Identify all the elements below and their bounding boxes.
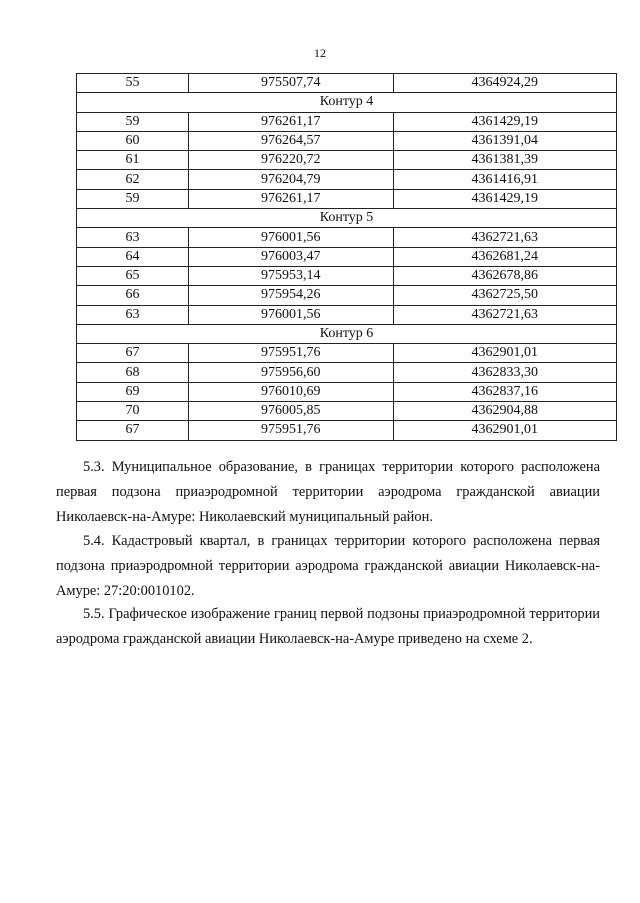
y-coordinate-cell: 4362904,88 xyxy=(393,402,616,421)
table-row xyxy=(77,402,617,421)
paragraph-5-5: 5.5. Графическое изображение границ первой подзоны приаэродромной территории аэродрома гражданской авиации Николаевск-на-Амуре приведено на схеме 2. xyxy=(56,606,600,647)
paragraph-5-3: 5.3. Муниципальное образование, в границах территории которого расположена первая подзона приаэродромной территории аэродрома гражданской авиации Николаевск-на-Амуре: Николаевский муниципальный район. xyxy=(56,459,600,525)
x-coordinate-cell: 976001,56 xyxy=(189,228,394,247)
point-number-cell: 59 xyxy=(77,189,189,208)
contour-header-row xyxy=(77,324,617,343)
x-coordinate-cell: 976261,17 xyxy=(189,112,394,131)
coordinates-table-body xyxy=(77,74,617,441)
x-coordinate-cell: 976003,47 xyxy=(189,247,394,266)
y-coordinate-cell: 4364924,29 xyxy=(393,74,616,93)
table-row xyxy=(77,286,617,305)
point-number-cell: 70 xyxy=(77,402,189,421)
x-coordinate-cell: 976005,85 xyxy=(189,402,394,421)
x-coordinate-cell: 975507,74 xyxy=(189,74,394,93)
point-number-cell: 59 xyxy=(77,112,189,131)
y-coordinate-cell: 4361429,19 xyxy=(393,189,616,208)
point-number-cell: 63 xyxy=(77,228,189,247)
y-coordinate-cell: 4361381,39 xyxy=(393,151,616,170)
table-row xyxy=(77,363,617,382)
table-row xyxy=(77,305,617,324)
x-coordinate-cell: 976264,57 xyxy=(189,131,394,150)
point-number-cell: 61 xyxy=(77,151,189,170)
contour-header-row xyxy=(77,93,617,112)
x-coordinate-cell: 976001,56 xyxy=(189,305,394,324)
table-row xyxy=(77,170,617,189)
table-row xyxy=(77,74,617,93)
paragraph-5-4: 5.4. Кадастровый квартал, в границах территории которого расположена первая подзона приаэродромной территории аэродрома гражданской авиации Николаевск-на-Амуре: 27:20:0010102. xyxy=(56,533,600,599)
point-number-cell: 62 xyxy=(77,170,189,189)
table-row xyxy=(77,228,617,247)
x-coordinate-cell: 976204,79 xyxy=(189,170,394,189)
point-number-cell: 55 xyxy=(77,74,189,93)
x-coordinate-cell: 976220,72 xyxy=(189,151,394,170)
y-coordinate-cell: 4362725,50 xyxy=(393,286,616,305)
contour-label: Контур 6 xyxy=(77,324,617,343)
y-coordinate-cell: 4362901,01 xyxy=(393,344,616,363)
point-number-cell: 65 xyxy=(77,266,189,285)
point-number-cell: 68 xyxy=(77,363,189,382)
contour-label: Контур 4 xyxy=(77,93,617,112)
contour-label: Контур 5 xyxy=(77,209,617,228)
table-row xyxy=(77,382,617,401)
table-row xyxy=(77,421,617,440)
x-coordinate-cell: 975951,76 xyxy=(189,344,394,363)
point-number-cell: 69 xyxy=(77,382,189,401)
point-number-cell: 63 xyxy=(77,305,189,324)
table-row xyxy=(77,344,617,363)
y-coordinate-cell: 4362833,30 xyxy=(393,363,616,382)
y-coordinate-cell: 4361429,19 xyxy=(393,112,616,131)
y-coordinate-cell: 4362721,63 xyxy=(393,305,616,324)
table-row xyxy=(77,151,617,170)
contour-header-row xyxy=(77,209,617,228)
page-number: 12 xyxy=(314,46,326,60)
y-coordinate-cell: 4362721,63 xyxy=(393,228,616,247)
y-coordinate-cell: 4362678,86 xyxy=(393,266,616,285)
x-coordinate-cell: 975951,76 xyxy=(189,421,394,440)
table-row xyxy=(77,112,617,131)
x-coordinate-cell: 975953,14 xyxy=(189,266,394,285)
y-coordinate-cell: 4362901,01 xyxy=(393,421,616,440)
x-coordinate-cell: 976261,17 xyxy=(189,189,394,208)
table-row xyxy=(77,131,617,150)
point-number-cell: 67 xyxy=(77,344,189,363)
x-coordinate-cell: 976010,69 xyxy=(189,382,394,401)
y-coordinate-cell: 4362681,24 xyxy=(393,247,616,266)
point-number-cell: 64 xyxy=(77,247,189,266)
coordinates-table xyxy=(76,73,617,441)
table-row xyxy=(77,247,617,266)
y-coordinate-cell: 4361416,91 xyxy=(393,170,616,189)
point-number-cell: 67 xyxy=(77,421,189,440)
y-coordinate-cell: 4362837,16 xyxy=(393,382,616,401)
x-coordinate-cell: 975956,60 xyxy=(189,363,394,382)
x-coordinate-cell: 975954,26 xyxy=(189,286,394,305)
point-number-cell: 60 xyxy=(77,131,189,150)
point-number-cell: 66 xyxy=(77,286,189,305)
table-row xyxy=(77,189,617,208)
y-coordinate-cell: 4361391,04 xyxy=(393,131,616,150)
table-row xyxy=(77,266,617,285)
